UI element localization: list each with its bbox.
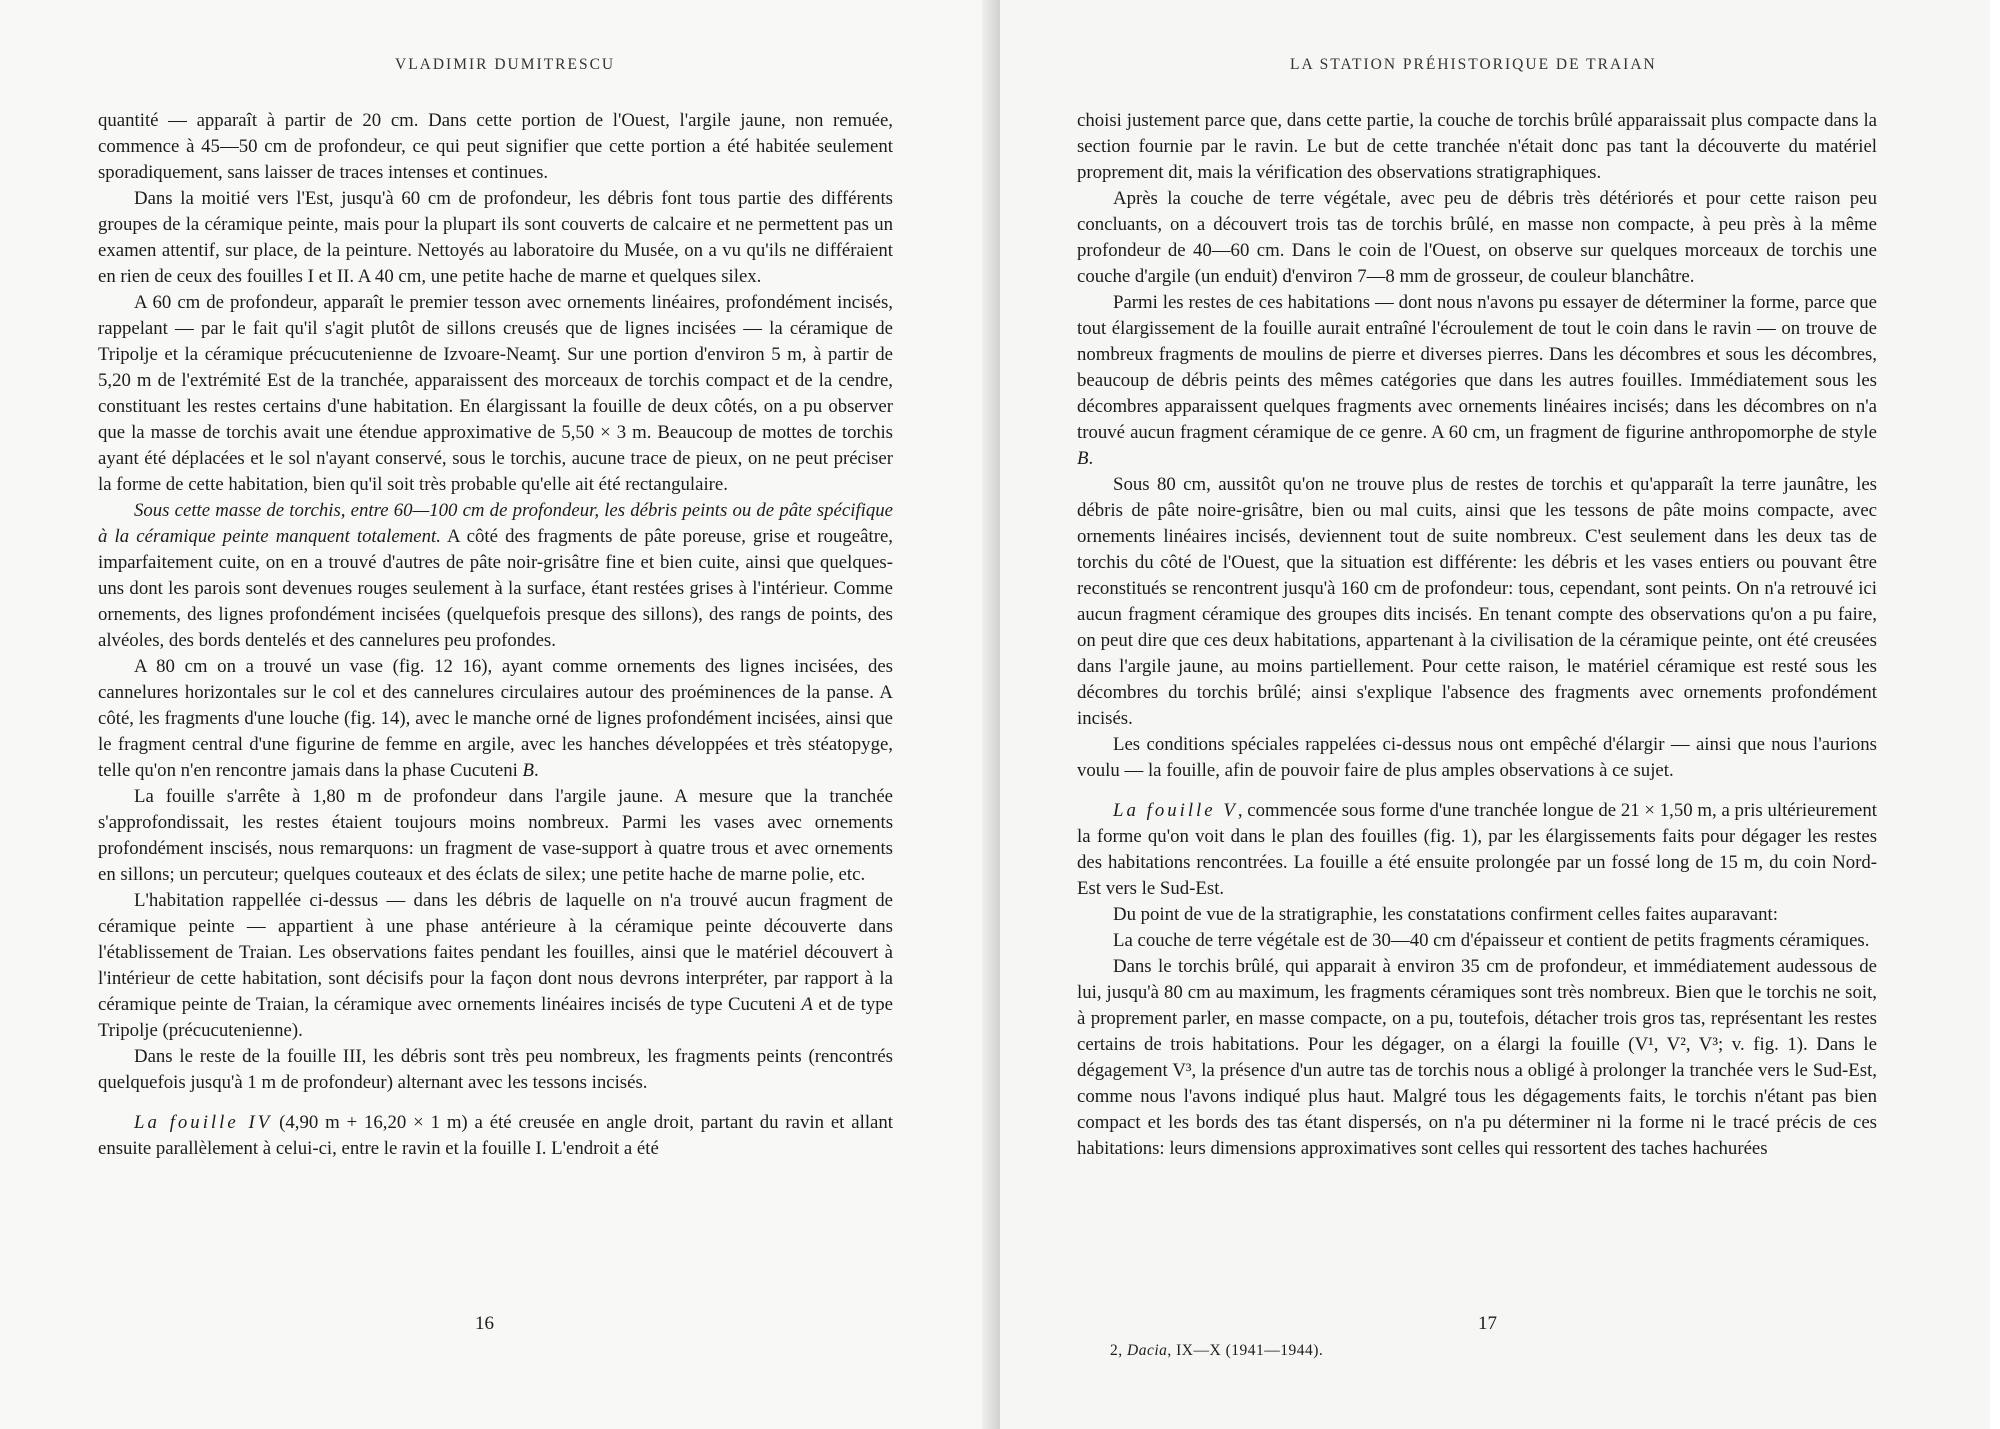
left-paragraph-4 xyxy=(98,498,893,654)
left-paragraph-8: Dans le reste de la fouille III, les débris sont très peu nombreux, les fragments peints (rencontrés quelquefois jusqu'à 1 m de profondeur) alternant avec les tessons incisés. xyxy=(98,1046,893,1093)
left-paragraph-7 xyxy=(98,888,893,1044)
left-page-number: 16 xyxy=(475,1313,494,1334)
right-page-number: 17 xyxy=(1478,1313,1497,1334)
left-paragraph-4-body: A côté des fragments de pâte poreuse, grise et rougeâtre, imparfaitement cuite, on en a trouvé d'autres de pâte noir-grisâtre fine et bien cuite, ainsi que quelques-uns dont les parois sont devenues rouges seulement à la surface, étant restées grises à l'intérieur. Comme ornements, des lignes profondément incisées (quelquefois presque des sillons), des rangs de points, des alvéoles, des bords dentelés et des cannelures peu profondes. xyxy=(98,526,893,651)
phase-b-tail: . xyxy=(534,760,539,781)
fouille-iv-label: La fouille IV xyxy=(134,1112,273,1133)
right-paragraph-9: Dans le torchis brûlé, qui apparait à environ 35 cm de profondeur, et immédiatement audessous de lui, jusqu'à 80 cm au maximum, les fragments céramiques sont très nombreux. Bien que le torchis ne soit, à proprement parler, en masse compacte, on a pu, toutefois, détacher trois gros tas, représentant les restes certains de trois habitations. Pour les dégager, on a élargi la fouille (V¹, V², V³; v. fig. 1). Dans le dégagement V³, la présence d'un autre tas de torchis nous a obligé à prolonger la tranchée vers le Sud-Est, comme nous l'avons indiqué plus haut. Malgré tous les dégagements faits, le torchis n'étant pas bien compact et les bords des tas étant dispersés, on n'a pu déterminer ni la forme ni le tracé précis de ces habitations: leurs dimensions approximatives sont celles qui ressortent des taches hachurées xyxy=(1077,956,1877,1159)
left-running-head: VLADIMIR DUMITRESCU xyxy=(395,56,616,73)
style-b-label: B xyxy=(1077,448,1089,469)
right-paragraph-3 xyxy=(1077,290,1877,472)
journal-name: Dacia xyxy=(1127,1342,1168,1359)
left-paragraph-7-tail: et de type Tripolje (précucutenienne). xyxy=(98,994,893,1041)
printer-signature: 2, Dacia, IX—X (1941—1944). xyxy=(1110,1342,1324,1359)
right-paragraph-7: Du point de vue de la stratigraphie, les constatations confirment celles faites auparavant: xyxy=(1113,904,1778,925)
left-paragraph-1: quantité — apparaît à partir de 20 cm. Dans cette portion de l'Ouest, l'argile jaune, non remuée, commence à 45—50 cm de profondeur, ce qui peut signifier que cette portion a été habitée seulement sporadiquement, sans laisser de traces intenses et continues. xyxy=(98,110,893,183)
left-paragraph-4-italic-lead: Sous cette masse de torchis, entre 60—100 cm de profondeur, les débris peints ou de pâte spécifique à la céramique peinte manquent totalement. xyxy=(98,500,893,547)
right-page xyxy=(1000,0,1990,1429)
right-paragraph-4: Sous 80 cm, aussitôt qu'on ne trouve plus de restes de torchis et qu'apparaît la terre jaunâtre, les débris de pâte noire-grisâtre, bien ou mal cuits, ainsi que les tessons de pâte moins compacte, avec ornements linéaires incisés, deviennent tout de suite nombreux. C'est seulement dans les deux tas de torchis du côté de l'Ouest, que la situation est différente: les débris et les vases entiers ou pouvant être reconstitués se rencontrent jusqu'à 160 cm de profondeur: tous, cependant, sont peints. On n'a retrouvé ici aucun fragment céramique des groupes dits incisés. En tenant compte des observations qu'on a pu faire, on peut dire que ces deux habitations, appartenant à la civilisation de la céramique peinte, ont été creusées dans l'argile jaune, au moins partiellement. Pour cette raison, le matériel céramique est resté sous les décombres du torchis brûlé; ainsi s'explique l'absence des fragments avec ornements profondément incisés. xyxy=(1077,474,1877,729)
right-paragraph-5: Les conditions spéciales rappelées ci-dessus nous ont empêché d'élargir — ainsi que nous l'aurions voulu — la fouille, afin de pouvoir faire de plus amples observations à ce sujet. xyxy=(1077,734,1877,781)
style-b-tail: . xyxy=(1088,448,1094,469)
left-paragraph-5-body: A 80 cm on a trouvé un vase (fig. 12 16), ayant comme ornements des lignes incisées, des cannelures horizontales sur le col et des cannelures circulaires autour des proéminences de la panse. A côté, les fragments d'une louche (fig. 14), avec le manche orné de lignes profondément incisées, ainsi que le fragment central d'une figurine de femme en argile, avec les hanches développées et très stéatopyge, telle qu'on n'en rencontre jamais dans la phase Cucuteni xyxy=(98,656,893,781)
left-paragraph-6: La fouille s'arrête à 1,80 m de profondeur dans l'argile jaune. A mesure que la tranchée s'approfondissait, les restes étaient toujours moins nombreux. Parmi les vases avec ornements profondément inscisés, nous remarquons: un fragment de vase-support à quatre trous et avec ornements en sillons; un percuteur; quelques couteaux et des éclats de silex; une petite hache de marne polie, etc. xyxy=(98,786,893,885)
right-paragraph-6 xyxy=(1077,798,1877,902)
left-paragraph-5 xyxy=(98,654,893,784)
right-running-head: LA STATION PRÉHISTORIQUE DE TRAIAN xyxy=(1290,56,1657,73)
phase-b-label: B xyxy=(522,760,534,781)
right-body-text xyxy=(1077,108,1877,1162)
right-paragraph-8: La couche de terre végétale est de 30—40 cm d'épaisseur et contient de petits fragments céramiques. xyxy=(1113,930,1870,951)
right-paragraph-2: Après la couche de terre végétale, avec peu de débris très détériorés et pour cette raison peu concluants, on a découvert trois tas de torchis brûlé, en masse non compacte, à peu près à la même profondeur de 40—60 cm. Dans le coin de l'Ouest, on observe sur quelques morceaux de torchis une couche d'argile (un enduit) d'environ 7—8 mm de grosseur, de couleur blanchâtre. xyxy=(1077,188,1877,287)
left-paragraph-9 xyxy=(98,1110,893,1162)
left-page xyxy=(0,0,990,1429)
left-paragraph-9-body: (4,90 m + 16,20 × 1 m) a été creusée en angle droit, partant du ravin et allant ensuite parallèlement à celui-ci, entre le ravin et la fouille I. L'endroit a été xyxy=(98,1112,893,1159)
right-paragraph-1: choisi justement parce que, dans cette partie, la couche de torchis brûlé apparaissait plus compacte dans la section fournie par le ravin. Le but de cette tranchée n'était donc pas tant la découverte du matériel proprement dit, mais la vérification des observations stratigraphiques. xyxy=(1077,110,1877,183)
right-paragraph-6-body: , commencée sous forme d'une tranchée longue de 21 × 1,50 m, a pris ultérieurement la forme qu'on voit dans le plan des fouilles (fig. 1), par les élargissements faits pour dégager les restes des habitations rencontrées. La fouille a été ensuite prolongée par un fossé long de 15 m, du coin Nord-Est vers le Sud-Est. xyxy=(1077,800,1877,899)
fouille-v-label: La fouille V xyxy=(1113,800,1238,821)
right-paragraph-3-body: Parmi les restes de ces habitations — dont nous n'avons pu essayer de déterminer la forme, parce que tout élargissement de la fouille aurait entraîné l'écroulement de tout le coin dans le ravin — on trouve de nombreux fragments de moulins de pierre et diverses pierres. Dans les décombres et sous les décombres, beaucoup de débris peints des mêmes catégories que dans les autres fouilles. Immédiatement sous les décombres apparaissent quelques fragments avec ornements linéaires incisés; dans les décombres on n'a trouvé aucun fragment céramique de ce genre. A 60 cm, un fragment de figurine anthropomorphe de style xyxy=(1077,292,1877,443)
left-paragraph-7-body: L'habitation rappellée ci-dessus — dans les débris de laquelle on n'a trouvé aucun fragment de céramique peinte — appartient à une phase antérieure à la céramique peinte découverte dans l'établissement de Traian. Les observations faites pendant les fouilles, ainsi que le matériel découvert à l'intérieur de cette habitation, sont décisifs pour la façon dont nous devrons interpréter, par rapport à la céramique peinte de Traian, la céramique avec ornements linéaires incisés de type Cucuteni xyxy=(98,890,893,1015)
type-a-label: A xyxy=(801,994,813,1015)
left-paragraph-3: A 60 cm de profondeur, apparaît le premier tesson avec ornements linéaires, profondément incisés, rappelant — par le fait qu'il s'agit plutôt de sillons creusés que de lignes incisées — la céramique de Tripolje et la céramique précucutenienne de Izvoare-Neamţ. Sur une portion d'environ 5 m, à partir de 5,20 m de l'extrémité Est de la tranchée, apparaissent des morceaux de torchis compact et de la cendre, constituant les restes certains d'une habitation. En élargissant la fouille de deux côtés, on a pu observer que la masse de torchis avait une étendue approximative de 5,50 × 3 m. Beaucoup de mottes de torchis ayant été déplacées et le sol n'ayant conservé, sous le torchis, aucune trace de pieux, on ne peut préciser la forme de cette habitation, bien qu'il soit très probable qu'elle ait été rectangulaire. xyxy=(98,292,893,495)
left-body-text xyxy=(98,108,893,1162)
left-paragraph-2: Dans la moitié vers l'Est, jusqu'à 60 cm de profondeur, les débris font tous partie des différents groupes de la céramique peinte, mais pour la plupart ils sont couverts de calcaire et ne permettent pas un examen attentif, sur place, de la peinture. Nettoyés au laboratoire du Musée, on a vu qu'ils ne différaient en rien de ceux des fouilles I et II. A 40 cm, une petite hache de marne et quelques silex. xyxy=(98,188,893,287)
